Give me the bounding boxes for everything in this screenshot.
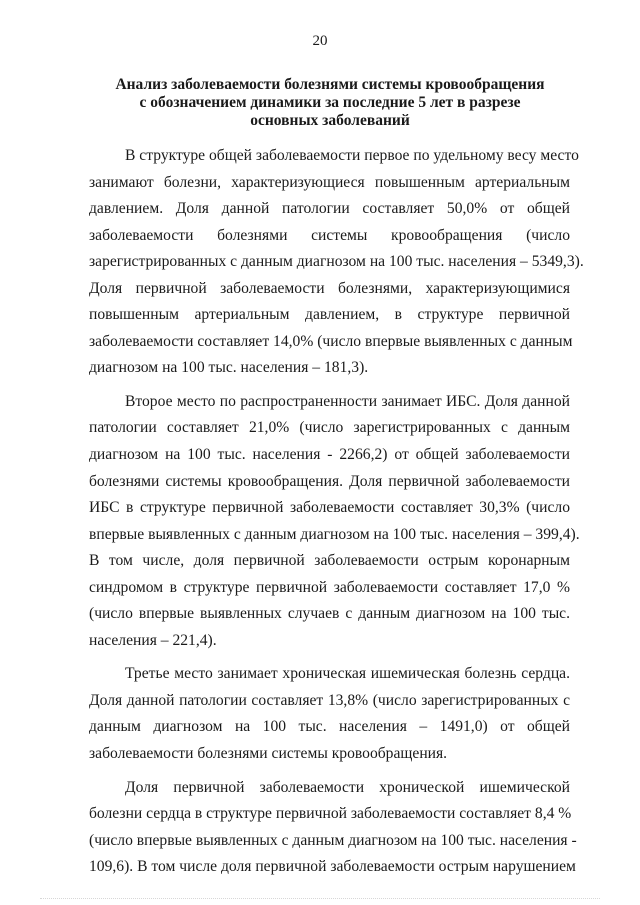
text-line: В структуре общей заболеваемости первое по удельному весу место [125, 147, 579, 164]
text-line: данным диагнозом на 100 тыс. населения – 1491,0) от общей [89, 718, 570, 736]
text-line: болезнями системы кровообращения. Доля первичной заболеваемости [89, 472, 570, 490]
text-line: (число впервые выявленных с данным диагнозом на 100 тыс. населения - [89, 831, 577, 849]
text-line: синдромом в структуре первичной заболеваемости составляет 17,0 % [89, 578, 570, 596]
text-line: зарегистрированных с данным диагнозом на 100 тыс. населения – 5349,3). [89, 253, 584, 271]
page-number: 20 [312, 33, 328, 49]
text-line: повышенным артериальным давлением, в структуре первичной [89, 306, 570, 324]
text-line: Доля первичной заболеваемости хронической ишемической [125, 778, 570, 796]
section-title-line: Анализ заболеваемости болезнями системы кровообращения [115, 76, 545, 93]
text-line: диагнозом на 100 тыс. населения - 2266,2) от общей заболеваемости [89, 446, 570, 464]
paragraph [89, 389, 580, 654]
paragraph [89, 661, 570, 767]
text-line: заболеваемости болезнями системы кровообращения. [89, 745, 448, 763]
paragraph [89, 775, 577, 881]
text-line: впервые выявленных с данным диагнозом на 100 тыс. населения – 399,4). [89, 525, 580, 543]
section-title-line: с обозначением динамики за последние 5 лет в разрезе [139, 94, 521, 111]
text-line: Второе место по распространенности занимает ИБС. Доля данной [125, 392, 570, 410]
body-text [89, 143, 584, 881]
text-line: патологии составляет 21,0% (число зарегистрированных с данным [89, 419, 570, 437]
paragraph [89, 143, 584, 382]
text-line: Доля данной патологии составляет 13,8% (число зарегистрированных с [89, 691, 570, 709]
section-title-line: основных заболеваний [250, 112, 410, 129]
text-line: (число впервые выявленных случаев с данным диагнозом на 100 тыс. [89, 605, 570, 623]
text-line: населения – 221,4). [89, 631, 217, 649]
text-line: давлением. Доля данной патологии составляет 50,0% от общей [89, 200, 570, 218]
text-line: занимают болезни, характеризующиеся повышенным артериальным [89, 173, 570, 191]
text-line: заболеваемости болезнями системы кровообращения (число [89, 226, 570, 244]
text-line: диагнозом на 100 тыс. населения – 181,3). [89, 359, 369, 377]
text-line: 109,6). В том числе доля первичной заболеваемости острым нарушением [89, 858, 576, 876]
text-line: Доля первичной заболеваемости болезнями, характеризующимися [89, 279, 570, 297]
text-line: заболеваемости составляет 14,0% (число впервые выявленных с данным [89, 332, 573, 350]
text-line: ИБС в структуре первичной заболеваемости составляет 30,3% (число [89, 499, 570, 517]
text-line: Третье место занимает хроническая ишемическая болезнь сердца. [125, 665, 570, 683]
text-line: болезни сердца в структуре первичной заболеваемости составляет 8,4 % [89, 805, 572, 823]
scan-artifact [40, 898, 600, 903]
section-title [90, 76, 570, 130]
text-line: В том числе, доля первичной заболеваемости острым коронарным [89, 552, 570, 570]
